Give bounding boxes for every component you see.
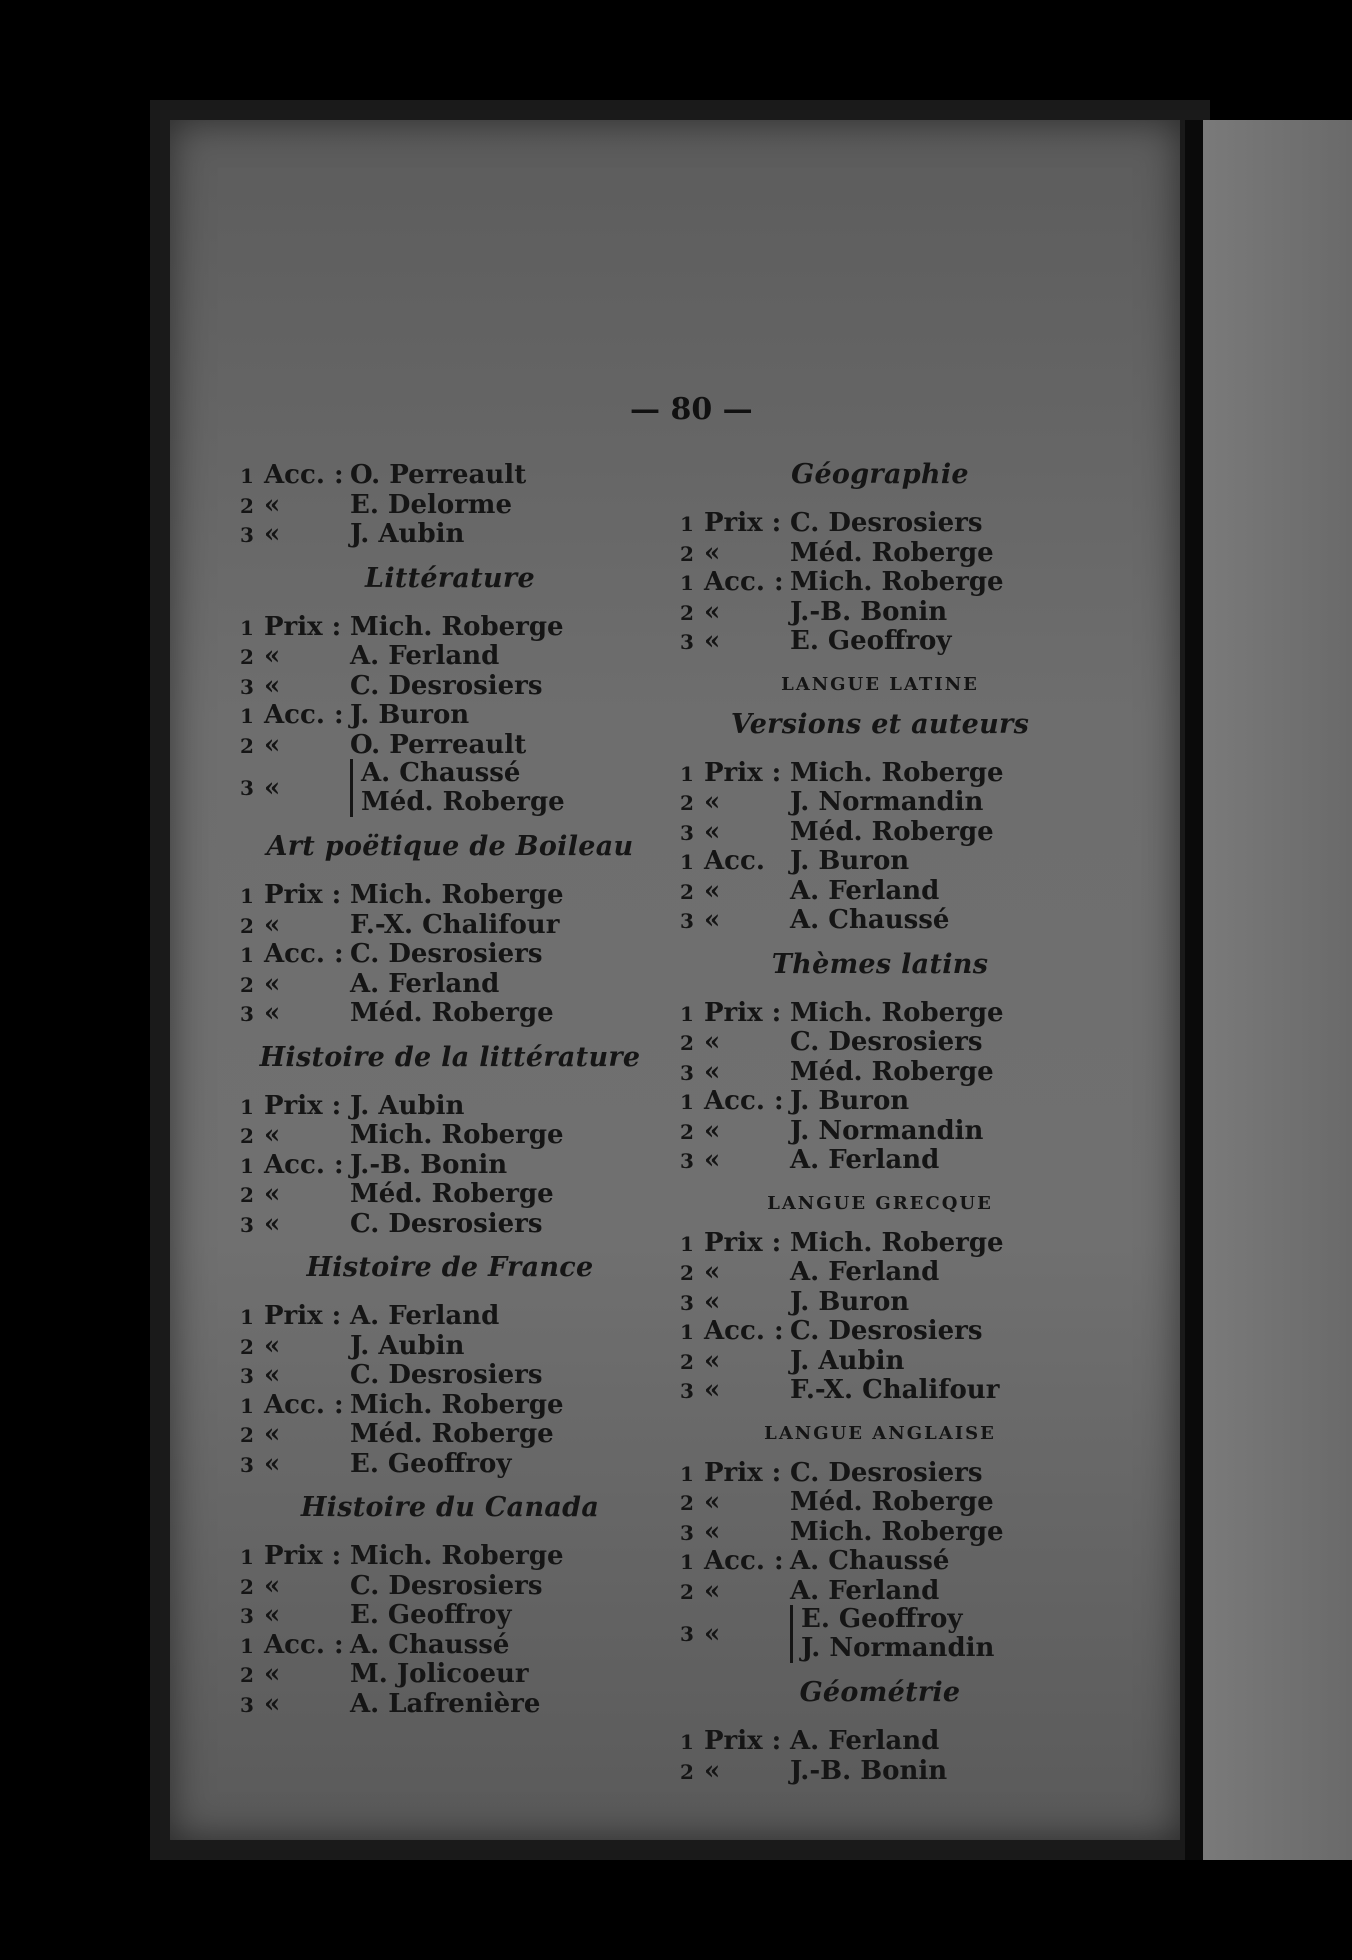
tied-names [350,759,565,817]
prize-section [680,949,1080,1175]
section-heading: Versions et auteurs [730,708,1030,740]
student-name: C. Desrosiers [350,1570,543,1601]
award-label: « [264,909,281,940]
rank-number: 1 [680,1231,694,1256]
rank-number: 2 [680,1759,694,1784]
rank-number: 2 [680,1491,694,1515]
rank-number: 3 [240,523,254,547]
student-name: A. Chaussé [790,905,950,935]
award-label: « [704,1115,721,1146]
rank-number: 3 [240,1364,254,1388]
student-name: E. Geoffroy [801,1604,963,1634]
award-label: Prix : [264,880,342,910]
award-row [680,1027,1080,1057]
student-name: A. Lafrenière [350,1688,541,1719]
rank-number: 3 [680,1060,694,1085]
rank-number: 2 [240,1574,254,1599]
award-label: « [264,519,281,549]
award-row [240,1390,660,1420]
award-row [680,1228,1080,1258]
award-label: Acc. : [264,460,344,490]
award-row [240,939,660,969]
rank-number: 2 [240,1124,254,1148]
award-row [240,1541,660,1571]
award-row-bracketed [680,1605,1080,1663]
student-name: M. Jolicoeur [350,1659,529,1689]
award-label: « [704,1345,721,1376]
award-row [680,1145,1080,1175]
award-row [240,1571,660,1601]
rank-number: 3 [240,1452,254,1477]
award-row [240,1630,660,1660]
award-row [240,612,660,642]
award-row [240,1150,660,1180]
section-heading: Histoire de France [306,1252,594,1283]
award-label: « [704,1056,721,1087]
award-row [680,1546,1080,1576]
student-name: C. Desrosiers [790,1027,983,1057]
award-row [240,1689,660,1719]
rank-number: 1 [680,1001,694,1026]
prize-section [240,831,660,1028]
rank-number: 1 [680,571,694,595]
student-name: Méd. Roberge [790,816,994,847]
student-name: J. Normandin [790,1115,984,1146]
rank-number: 2 [240,733,254,758]
student-name: J. Normandin [801,1633,995,1663]
award-label: Acc. : [704,1086,784,1116]
award-label: « [264,1208,281,1239]
rank-number: 2 [240,1334,254,1359]
award-label: « [704,1516,721,1547]
prize-section [680,459,1080,656]
award-label: « [704,1755,721,1786]
rank-number: 3 [240,1002,254,1026]
award-row [240,460,660,490]
award-row [240,1091,660,1121]
rank-number: 2 [240,972,254,997]
rank-number: 2 [680,879,694,904]
rank-number: 1 [240,1633,254,1658]
section-heading: Littérature [365,562,535,594]
rank-number: 3 [680,820,694,845]
student-name: J.-B. Bonin [790,596,948,627]
section-heading: LANGUE ANGLAISE [764,1422,996,1444]
award-label: Acc. : [264,1149,344,1180]
award-label: Acc. [704,846,765,876]
section-heading: Thèmes latins [771,948,989,980]
rank-number: 1 [240,884,254,908]
award-row [680,1517,1080,1547]
award-row [680,1576,1080,1606]
section-heading: Géométrie [799,1677,961,1708]
award-row [680,1287,1080,1317]
student-name: C. Desrosiers [350,939,543,969]
award-label: « [704,1619,721,1649]
student-name: J. Aubin [350,1330,465,1361]
award-row [680,758,1080,788]
award-row [680,1057,1080,1087]
student-name: Méd. Roberge [361,787,565,817]
rank-number: 3 [240,674,254,699]
rank-number: 1 [240,464,254,488]
award-row [240,1120,660,1150]
student-name: E. Geoffroy [350,1448,512,1479]
rank-number: 1 [240,1305,254,1329]
award-label: « [704,626,721,656]
prize-section [680,709,1080,935]
student-name: Mich. Roberge [350,1120,564,1150]
rank-number: 1 [240,1545,254,1569]
student-name: Méd. Roberge [790,537,994,568]
student-name: Mich. Roberge [790,567,1004,597]
award-row [680,567,1080,597]
student-name: A. Ferland [790,875,940,906]
student-name: A. Ferland [350,1301,500,1331]
student-name: A. Ferland [790,1145,940,1175]
award-row [680,1756,1080,1786]
student-name: Mich. Roberge [790,757,1004,788]
award-row [680,876,1080,906]
award-row [240,1331,660,1361]
award-row [680,1346,1080,1376]
award-label: « [264,1688,281,1719]
rank-number: 3 [680,1520,694,1545]
rank-number: 2 [680,1031,694,1055]
student-name: A. Chaussé [350,1629,510,1660]
student-name: A. Ferland [350,641,500,671]
prize-section [240,1252,660,1478]
student-name: A. Ferland [790,1575,940,1606]
award-label: Acc. : [264,939,344,969]
award-label: « [264,729,281,760]
student-name: E. Delorme [350,489,512,520]
award-label: « [264,773,281,803]
award-label: « [704,905,721,935]
student-name: F.-X. Chalifour [350,909,560,940]
award-row [680,846,1080,876]
award-label: Prix : [264,1541,342,1571]
award-label: Prix : [264,611,342,642]
left-column [240,460,660,1718]
student-name: F.-X. Chalifour [790,1375,1000,1405]
student-name: A. Ferland [350,968,500,999]
award-row [240,671,660,701]
award-label: « [704,596,721,627]
award-label: « [704,1027,721,1057]
award-label: Acc. : [704,567,784,597]
award-row [680,1116,1080,1146]
section-heading: Art poëtique de Boileau [266,831,634,862]
rank-number: 2 [680,1261,694,1285]
prize-section [240,563,660,818]
award-row [240,998,660,1028]
student-name: C. Desrosiers [350,1208,543,1239]
award-label: Acc. : [264,1389,344,1420]
award-label: « [264,968,281,999]
book-gutter [1185,120,1203,1860]
student-name: C. Desrosiers [350,1360,543,1390]
rank-number: 2 [240,1423,254,1447]
award-label: « [264,1448,281,1479]
rank-number: 1 [680,761,694,786]
rank-number: 2 [680,791,694,815]
student-name: C. Desrosiers [350,670,543,701]
prize-section [680,674,1080,695]
award-label: « [704,1575,721,1606]
rank-number: 3 [680,1622,694,1646]
award-label: « [704,816,721,847]
rank-number: 3 [680,1149,694,1173]
award-label: « [264,1120,281,1150]
award-row [680,1257,1080,1287]
award-label: Prix : [704,757,782,788]
award-label: Prix : [264,1090,342,1121]
rank-number: 1 [680,512,694,536]
award-row [240,1301,660,1331]
award-label: « [264,1360,281,1390]
student-name: Méd. Roberge [350,998,554,1028]
award-label: « [264,1600,281,1630]
prize-section [680,1193,1080,1405]
award-row [240,730,660,760]
student-name: Mich. Roberge [790,1227,1004,1258]
rank-number: 1 [680,1730,694,1754]
student-name: Mich. Roberge [790,1516,1004,1547]
student-name: J.-B. Bonin [790,1755,948,1786]
award-row [240,910,660,940]
rank-number: 1 [680,850,694,874]
student-name: E. Geoffroy [790,626,952,656]
rank-number: 3 [680,909,694,933]
award-label: « [264,1330,281,1361]
student-name: Mich. Roberge [350,880,564,910]
student-name: O. Perreault [350,729,527,760]
award-row [680,538,1080,568]
rank-number: 3 [240,1692,254,1717]
award-label: « [704,875,721,906]
student-name: A. Chaussé [790,1546,950,1576]
award-label: Acc. : [264,1629,344,1660]
award-row [680,1726,1080,1756]
rank-number: 1 [240,704,254,728]
student-name: C. Desrosiers [790,1316,983,1346]
rank-number: 3 [240,1212,254,1237]
award-label: « [704,1145,721,1175]
rank-number: 3 [240,1604,254,1628]
rank-number: 1 [240,1393,254,1418]
rank-number: 2 [240,913,254,938]
rank-number: 2 [680,1579,694,1604]
student-name: J. Buron [790,1086,910,1116]
student-name: C. Desrosiers [790,508,983,538]
award-row [680,1487,1080,1517]
section-heading: Histoire de la littérature [259,1041,641,1073]
student-name: A. Ferland [790,1257,940,1287]
student-name: Méd. Roberge [350,1179,554,1209]
rank-number: 1 [680,1461,694,1486]
student-name: J. Aubin [790,1345,905,1376]
award-label: Acc. : [264,700,344,730]
rank-number: 2 [680,600,694,625]
award-row [240,1360,660,1390]
rank-number: 3 [240,776,254,800]
award-row [240,1209,660,1239]
award-row [680,1316,1080,1346]
award-label: Acc. : [704,1316,784,1346]
award-label: « [264,1179,281,1209]
award-row [680,508,1080,538]
rank-number: 1 [240,1153,254,1178]
section-heading: Histoire du Canada [300,1492,600,1523]
adjacent-page-edge [1203,120,1352,1860]
prize-section [240,1042,660,1239]
student-name: J.-B. Bonin [350,1149,508,1180]
rank-number: 3 [680,1290,694,1315]
student-name: Mich. Roberge [350,611,564,642]
rank-number: 2 [240,493,254,518]
rank-number: 3 [680,1379,694,1403]
rank-number: 1 [240,615,254,640]
rank-number: 2 [680,1349,694,1374]
rank-number: 2 [680,541,694,566]
section-heading: LANGUE GRECQUE [767,1192,993,1214]
rank-number: 1 [680,1550,694,1574]
award-label: « [704,1375,721,1405]
prize-section [240,460,660,549]
prize-section [240,1492,660,1718]
award-label: « [704,537,721,568]
award-label: « [264,641,281,671]
award-row [680,626,1080,656]
tied-names [790,1605,994,1663]
award-row [680,905,1080,935]
award-label: Prix : [704,1227,782,1258]
award-label: « [264,998,281,1028]
award-label: « [704,1257,721,1287]
award-row [680,1375,1080,1405]
award-row [240,519,660,549]
award-label: Prix : [704,1457,782,1488]
student-name: J. Aubin [350,519,465,549]
award-label: « [264,1659,281,1689]
award-row [240,969,660,999]
award-label: Acc. : [704,1546,784,1576]
rank-number: 2 [680,1119,694,1144]
award-row [240,1419,660,1449]
award-row [240,1179,660,1209]
student-name: A. Ferland [790,1726,940,1756]
section-heading: Géographie [791,459,969,490]
student-name: Mich. Roberge [790,997,1004,1028]
student-name: J. Buron [350,700,470,730]
student-name: E. Geoffroy [350,1600,512,1630]
student-name: Méd. Roberge [350,1419,554,1449]
award-row [240,1449,660,1479]
rank-number: 1 [680,1090,694,1114]
student-name: J. Normandin [790,787,984,817]
award-row [240,880,660,910]
award-row [240,1659,660,1689]
right-column [680,445,1080,1785]
student-name: Méd. Roberge [790,1056,994,1087]
award-row [680,817,1080,847]
award-label: Prix : [704,1726,782,1756]
section-heading: LANGUE LATINE [781,673,979,695]
award-label: « [704,1286,721,1317]
award-label: « [704,787,721,817]
award-row-bracketed [240,759,660,817]
prize-section [680,1423,1080,1664]
rank-number: 2 [240,1663,254,1687]
student-name: J. Buron [790,1286,910,1317]
award-label: Prix : [264,1301,342,1331]
award-label: Prix : [704,508,782,538]
award-label: « [264,489,281,520]
award-row [680,597,1080,627]
award-label: « [264,1570,281,1601]
award-row [680,998,1080,1028]
rank-number: 1 [240,1094,254,1119]
award-row [680,787,1080,817]
rank-number: 1 [680,1320,694,1344]
student-name: Méd. Roberge [790,1487,994,1517]
student-name: Mich. Roberge [350,1541,564,1571]
rank-number: 3 [680,630,694,654]
page-number: — 80 — [630,392,753,427]
award-row [680,1086,1080,1116]
award-label: « [704,1487,721,1517]
award-row [240,490,660,520]
student-name: C. Desrosiers [790,1457,983,1488]
student-name: A. Chaussé [361,758,521,788]
rank-number: 1 [240,943,254,967]
student-name: J. Buron [790,846,910,876]
student-name: O. Perreault [350,460,527,490]
award-row [240,700,660,730]
student-name: J. Aubin [350,1090,465,1121]
rank-number: 2 [240,1183,254,1207]
student-name: Mich. Roberge [350,1389,564,1420]
award-label: « [264,670,281,701]
award-row [240,1600,660,1630]
rank-number: 2 [240,645,254,669]
prize-section [680,1677,1080,1785]
award-label: Prix : [704,997,782,1028]
award-row [680,1458,1080,1488]
award-label: « [264,1419,281,1449]
award-row [240,641,660,671]
